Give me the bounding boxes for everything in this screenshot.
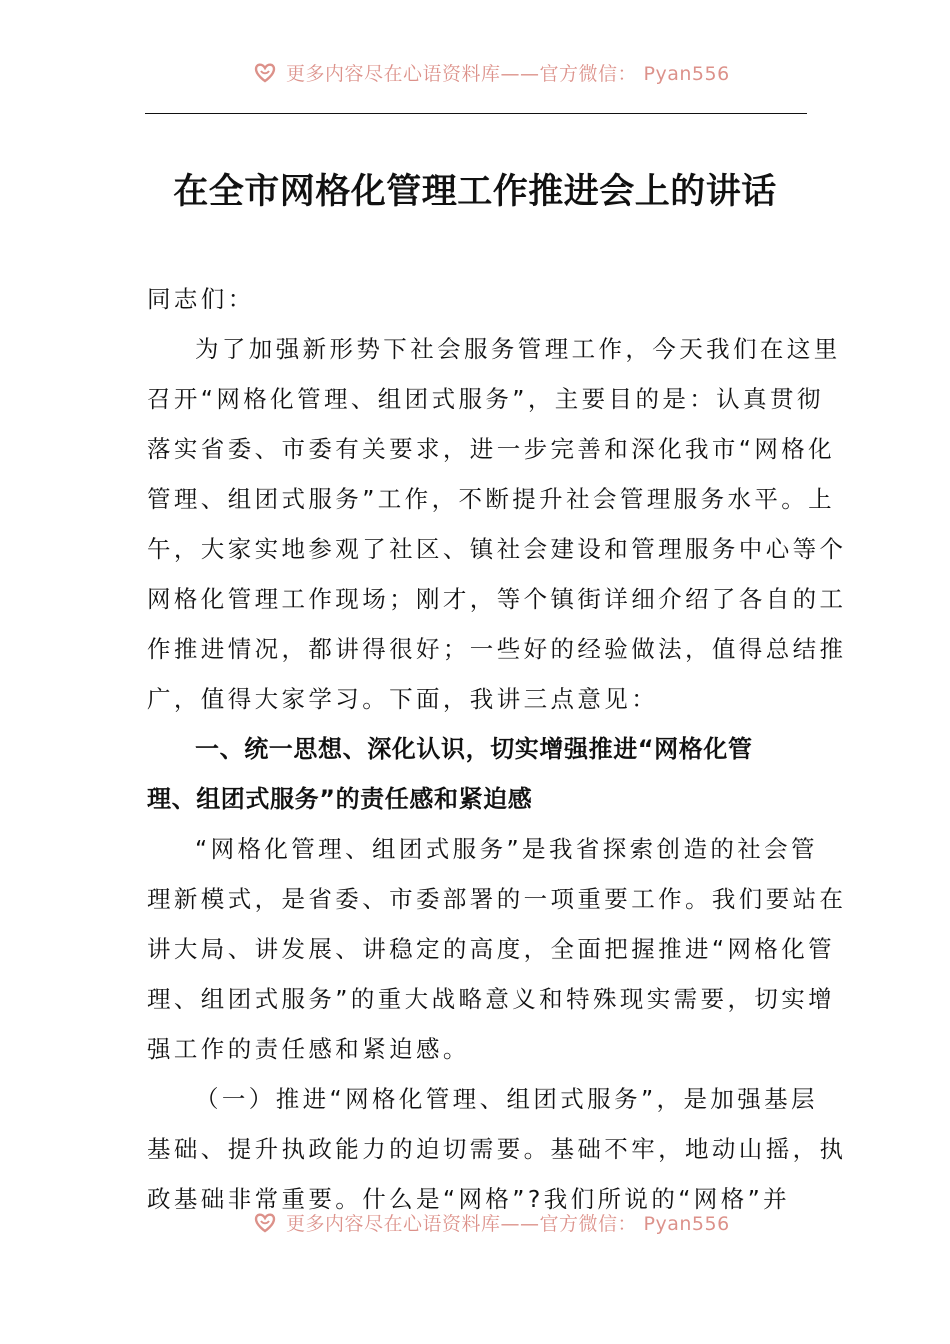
paragraph-line: 管理、组团式服务”工作，不断提升社会管理服务水平。上	[147, 485, 836, 513]
paragraph-line: 网格化管理工作现场；刚才，等个镇街详细介绍了各自的工	[147, 585, 847, 613]
paragraph-line: 作推进情况，都讲得很好；一些好的经验做法，值得总结推	[147, 635, 847, 663]
header-watermark-text: 更多内容尽在心语资料库——官方微信： Pyan556	[286, 62, 730, 85]
paragraph-line: 落实省委、市委有关要求，进一步完善和深化我市“网格化	[147, 435, 836, 463]
paragraph-line: 召开“网格化管理、组团式服务”，主要目的是：认真贯彻	[147, 385, 824, 413]
paragraph-line: （一）推进“网格化管理、组团式服务”，是加强基层	[195, 1085, 818, 1113]
paragraph-line: 为了加强新形势下社会服务管理工作，今天我们在这里	[195, 335, 841, 363]
paragraph-line: 讲大局、讲发展、讲稳定的高度，全面把握推进“网格化管	[147, 935, 836, 963]
header-rule	[145, 113, 807, 114]
paragraph-line: 政基础非常重要。什么是“网格”?我们所说的“网格”并	[147, 1185, 791, 1213]
paragraph-line: 基础、提升执政能力的迫切需要。基础不牢，地动山摇，执	[147, 1135, 847, 1163]
heart-leaf-logo-icon	[252, 1209, 278, 1235]
footer-watermark	[252, 1208, 730, 1236]
paragraph-line: “网格化管理、组团式服务”是我省探索创造的社会管	[195, 835, 818, 863]
paragraph-line: 理、组团式服务”的重大战略意义和特殊现实需要，切实增	[147, 985, 836, 1013]
section-heading-line: 理、组团式服务”的责任感和紧迫感	[147, 785, 533, 813]
document-body	[147, 274, 847, 1224]
paragraph-line: 理新模式，是省委、市委部署的一项重要工作。我们要站在	[147, 885, 847, 913]
footer-watermark-text: 更多内容尽在心语资料库——官方微信： Pyan556	[286, 1212, 730, 1235]
paragraph-line: 午，大家实地参观了社区、镇社会建设和管理服务中心等个	[147, 535, 847, 563]
section-heading-line: 一、统一思想、深化认识，切实增强推进“网格化管	[195, 735, 753, 763]
paragraph-line: 广，值得大家学习。下面，我讲三点意见：	[147, 685, 659, 713]
heart-leaf-logo-icon	[252, 59, 278, 85]
salutation-line: 同志们：	[147, 285, 255, 313]
document-title: 在全市网格化管理工作推进会上的讲话	[173, 171, 777, 212]
header-watermark	[252, 58, 730, 86]
paragraph-line: 强工作的责任感和紧迫感。	[147, 1035, 470, 1063]
